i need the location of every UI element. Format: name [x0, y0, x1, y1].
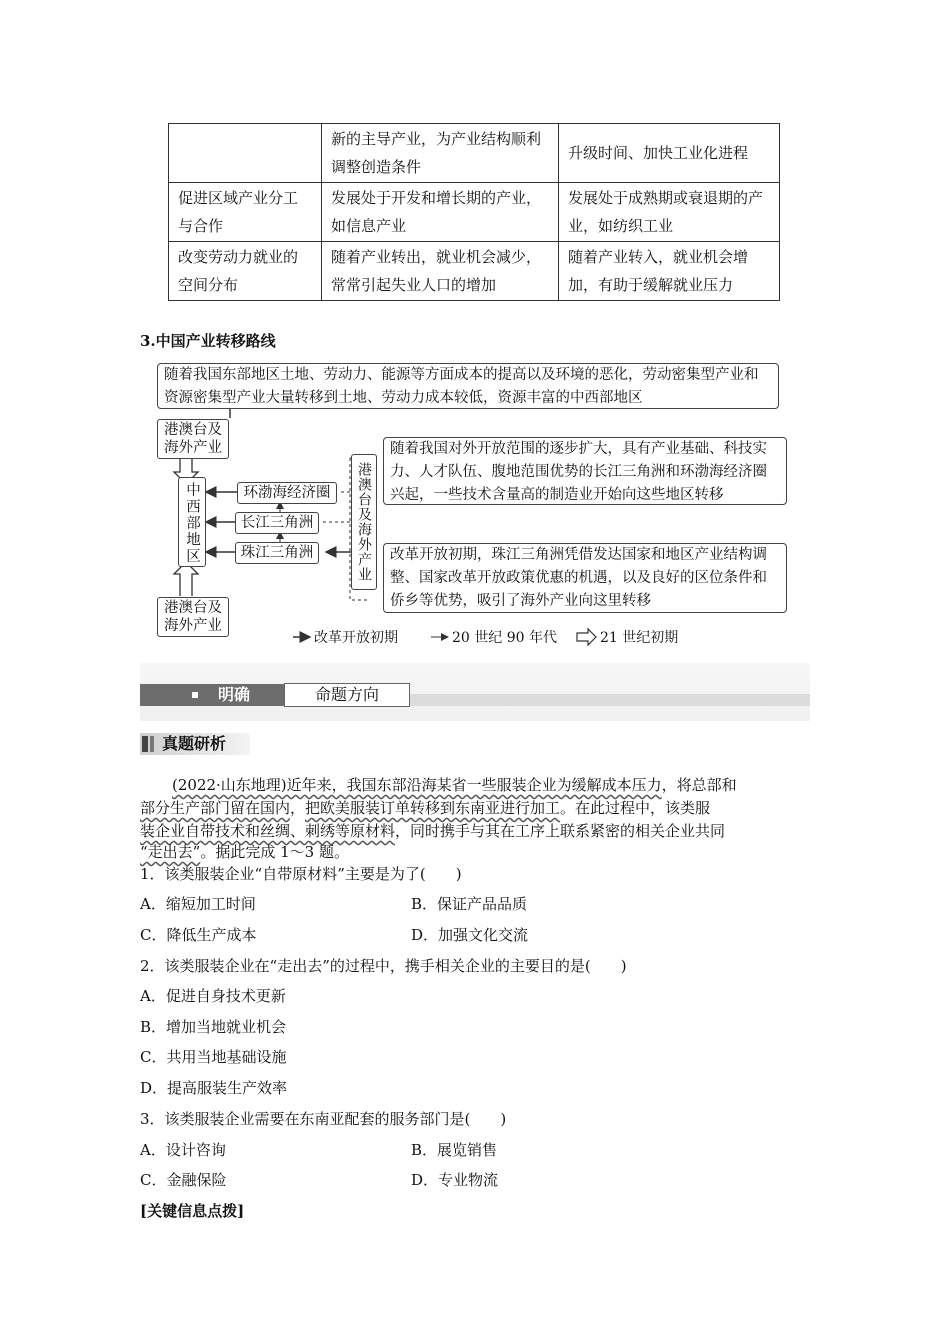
legend-item: 改革开放初期 — [314, 630, 398, 646]
answer-option[interactable]: D．专业物流 — [411, 1171, 499, 1189]
square-bullet-icon — [192, 692, 198, 698]
table-cell: 新的主导产业，为产业结构顺利调整创造条件 — [322, 124, 559, 183]
table-cell: 随着产业转入，就业机会增加，有助于缓解就业压力 — [559, 242, 780, 301]
answer-option[interactable]: B．增加当地就业机会 — [140, 1018, 287, 1036]
table-cell: 促进区域产业分工与合作 — [169, 183, 322, 242]
passage-line — [140, 821, 725, 841]
zhenti-title: 真题研析 — [162, 734, 227, 753]
section-title: 3.中国产业转移路线 — [140, 332, 276, 350]
banner-divider — [408, 694, 810, 706]
central-west-region: 中西部地区 — [178, 477, 206, 567]
key-info-heading: [关键信息点拨] — [140, 1202, 245, 1220]
legend-item: 20 世纪 90 年代 — [452, 630, 557, 646]
passage-text: ，将总部和 — [661, 776, 737, 794]
table-row — [169, 124, 780, 183]
table-row — [169, 242, 780, 301]
bar-icon — [150, 736, 154, 752]
hk-overseas-vertical: 港澳台及海外产业 — [351, 454, 377, 590]
answer-option[interactable]: B．展览销售 — [411, 1141, 498, 1159]
legend-item: 21 世纪初期 — [600, 630, 679, 646]
answer-option[interactable]: A．设计咨询 — [140, 1141, 226, 1159]
table-cell: 改变劳动力就业的空间分布 — [169, 242, 322, 301]
right-description-box-1: 随着我国对外开放范围的逐步扩大，具有产业基础、科技实力、人才队伍、腹地范围优势的长江三角洲和环渤海经济圈兴起，一些技术含量高的制造业开始向这些地区转移 — [383, 437, 787, 505]
table-cell: 发展处于成熟期或衰退期的产业，如纺织工业 — [559, 183, 780, 242]
bar-icon — [142, 736, 148, 752]
bohai-economic-circle: 环渤海经济圈 — [237, 482, 337, 504]
passage-line — [140, 798, 710, 818]
passage-line — [172, 775, 737, 795]
passage-text: ，同时携手与其在工序上联系紧密的相关企业共同 — [395, 822, 726, 840]
answer-option[interactable]: B．保证产品品质 — [411, 895, 528, 913]
pearl-river-delta: 珠江三角洲 — [235, 542, 319, 564]
passage-text: (2022·山东地理)近年来，我国东部沿海某省一些服装企业为缓解成本压力 — [172, 776, 662, 794]
answer-option[interactable]: A．缩短加工时间 — [140, 895, 256, 913]
answer-option[interactable]: C．共用当地基础设施 — [140, 1048, 287, 1066]
question-stem: 1．该类服装企业“自带原材料”主要是为了( ) — [140, 865, 462, 883]
table-cell: 升级时间、加快工业化进程 — [559, 124, 780, 183]
banner-light-label: 命题方向 — [284, 683, 410, 707]
answer-option[interactable]: D．加强文化交流 — [411, 926, 529, 944]
table-row — [169, 183, 780, 242]
comparison-table — [168, 123, 780, 301]
table-cell: 发展处于开发和增长期的产业，如信息产业 — [322, 183, 559, 242]
passage-text: ， — [290, 799, 306, 817]
question-stem: 3．该类服装企业需要在东南亚配套的服务部门是( ) — [140, 1110, 507, 1128]
question-stem: 2．该类服装企业在“走出去”的过程中，携手相关企业的主要目的是( ) — [140, 957, 627, 975]
passage-line — [140, 842, 349, 862]
banner-left-text: 明确 — [218, 685, 251, 704]
passage-text: “走出去” — [140, 843, 201, 861]
passage-text: 把欧美服装订单转移到东南亚进行加工 — [305, 799, 561, 817]
table-cell — [169, 124, 322, 183]
hk-overseas-top: 港澳台及海外产业 — [157, 419, 229, 459]
hk-overseas-bottom: 港澳台及海外产业 — [157, 597, 229, 637]
passage-text: 部分生产部门留在国内 — [140, 799, 291, 817]
answer-option[interactable]: C．金融保险 — [140, 1171, 227, 1189]
banner-dark-label — [140, 684, 284, 706]
yangtze-delta: 长江三角洲 — [235, 512, 319, 534]
answer-option[interactable]: C．降低生产成本 — [140, 926, 257, 944]
top-description-box: 随着我国东部地区土地、劳动力、能源等方面成本的提高以及环境的恶化，劳动密集型产业和资源密集型产业大量转移到土地、劳动力成本较低，资源丰富的中西部地区 — [157, 363, 779, 409]
zhenti-header — [140, 733, 250, 755]
answer-option[interactable]: A．促进自身技术更新 — [140, 987, 286, 1005]
answer-option[interactable]: D．提高服装生产效率 — [140, 1079, 288, 1097]
table-cell: 随着产业转出，就业机会减少，常常引起失业人口的增加 — [322, 242, 559, 301]
passage-text: 装企业自带技术和丝绸、刺绣等原材料 — [140, 822, 396, 840]
passage-text: 。据此完成 1～3 题。 — [200, 843, 349, 861]
passage-text: 。在此过程中，该类服 — [560, 799, 711, 817]
right-description-box-2: 改革开放初期，珠江三角洲凭借发达国家和地区产业结构调整、国家改革开放政策优惠的机遇，以及良好的区位条件和侨乡等优势，吸引了海外产业向这里转移 — [383, 543, 787, 613]
